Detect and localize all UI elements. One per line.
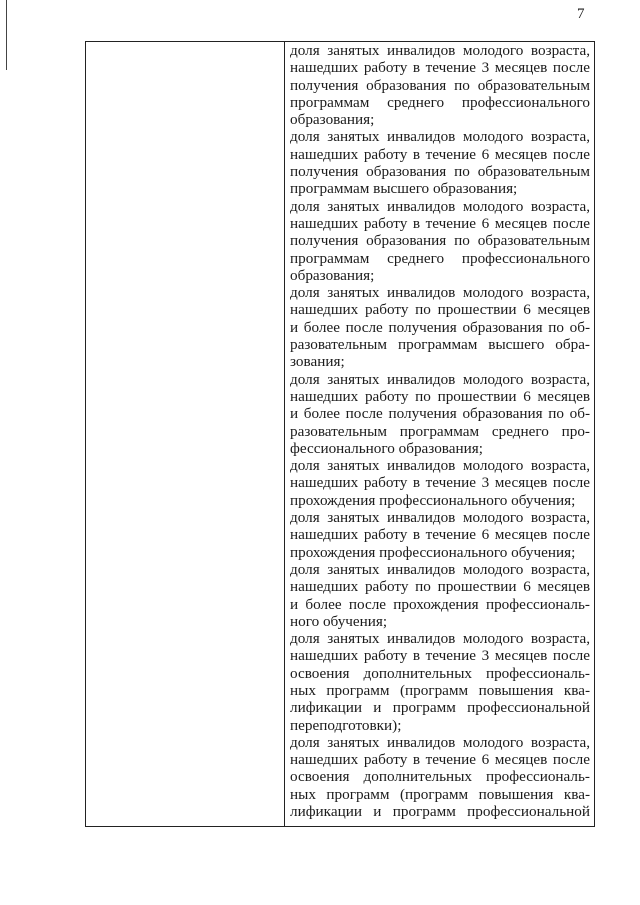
text-line: лификации и программ профессиональной — [290, 803, 590, 821]
text-line: программам среднего профессионального — [290, 93, 590, 111]
text-line: доля занятых инвалидов молодого возраста, — [290, 630, 590, 648]
scan-edge-line — [6, 0, 7, 70]
text-line: разовательным программам высшего обра- — [290, 336, 590, 354]
text-line: зования; — [290, 353, 345, 371]
indicator-paragraph — [290, 128, 590, 197]
text-line: доля занятых инвалидов молодого возраста, — [290, 733, 590, 751]
text-line: нашедших работу в течение 6 месяцев после — [290, 145, 590, 163]
text-line: нашедших работу в течение 3 месяцев после — [290, 647, 590, 665]
text-line: доля занятых инвалидов молодого возраста, — [290, 509, 590, 527]
text-line: прохождения профессионального обучения; — [290, 543, 576, 561]
indicator-paragraph — [290, 42, 590, 128]
text-line: доля занятых инвалидов молодого возраста, — [290, 457, 590, 475]
table-cell-right — [285, 42, 595, 827]
text-line: образования; — [290, 111, 375, 129]
text-line: программам высшего образования; — [290, 180, 518, 198]
text-line: доля занятых инвалидов молодого возраста, — [290, 197, 590, 215]
text-line: ных программ (программ повышения ква- — [290, 681, 590, 699]
text-line: нашедших работу в течение 6 месяцев после — [290, 526, 590, 544]
text-line: освоения дополнительных профессиональ- — [290, 664, 590, 682]
text-line: прохождения профессионального обучения; — [290, 491, 576, 509]
indicator-paragraph — [290, 284, 590, 370]
indicator-table — [85, 41, 595, 827]
indicator-paragraph — [290, 371, 590, 457]
text-line: нашедших работу в течение 3 месяцев после — [290, 59, 590, 77]
text-line: программам среднего профессионального — [290, 249, 590, 267]
text-line: фессионального образования; — [290, 439, 483, 457]
table-cell-left — [86, 42, 285, 827]
text-line: лификации и программ профессиональной — [290, 699, 590, 717]
table-row — [86, 42, 595, 827]
text-line: доля занятых инвалидов молодого возраста, — [290, 42, 590, 59]
text-line: доля занятых инвалидов молодого возраста, — [290, 560, 590, 578]
text-line: нашедших работу по прошествии 6 месяцев — [290, 387, 590, 405]
text-line: и более после получения образования по об- — [290, 318, 590, 336]
text-line: нашедших работу в течение 6 месяцев после — [290, 751, 590, 769]
indicator-paragraph — [290, 457, 590, 509]
text-line: нашедших работу в течение 3 месяцев после — [290, 474, 590, 492]
text-line: ных программ (программ повышения ква- — [290, 785, 590, 803]
indicator-paragraph — [290, 509, 590, 561]
page-number: 7 — [577, 6, 585, 22]
text-line: нашедших работу по прошествии 6 месяцев — [290, 578, 590, 596]
text-line: освоения дополнительных профессиональ- — [290, 768, 590, 786]
text-line: разовательным программам среднего про- — [290, 422, 590, 440]
text-line: и более после прохождения профессиональ- — [290, 595, 590, 613]
indicator-paragraph — [290, 561, 590, 630]
text-line: и более после получения образования по об- — [290, 405, 590, 423]
text-line: получения образования по образовательным — [290, 163, 590, 181]
text-line: переподготовки); — [290, 716, 402, 734]
text-line: доля занятых инвалидов молодого возраста, — [290, 370, 590, 388]
text-line: образования; — [290, 266, 375, 284]
text-line: получения образования по образовательным — [290, 76, 590, 94]
text-line: нашедших работу по прошествии 6 месяцев — [290, 301, 590, 319]
indicator-paragraph — [290, 630, 590, 734]
text-line: нашедших работу в течение 6 месяцев после — [290, 214, 590, 232]
text-line: доля занятых инвалидов молодого возраста, — [290, 128, 590, 146]
indicator-paragraph — [290, 198, 590, 284]
indicator-paragraph — [290, 734, 590, 820]
text-line: получения образования по образовательным — [290, 232, 590, 250]
paragraph-list — [290, 42, 590, 820]
text-line: доля занятых инвалидов молодого возраста, — [290, 284, 590, 302]
text-line: ного обучения; — [290, 612, 388, 630]
